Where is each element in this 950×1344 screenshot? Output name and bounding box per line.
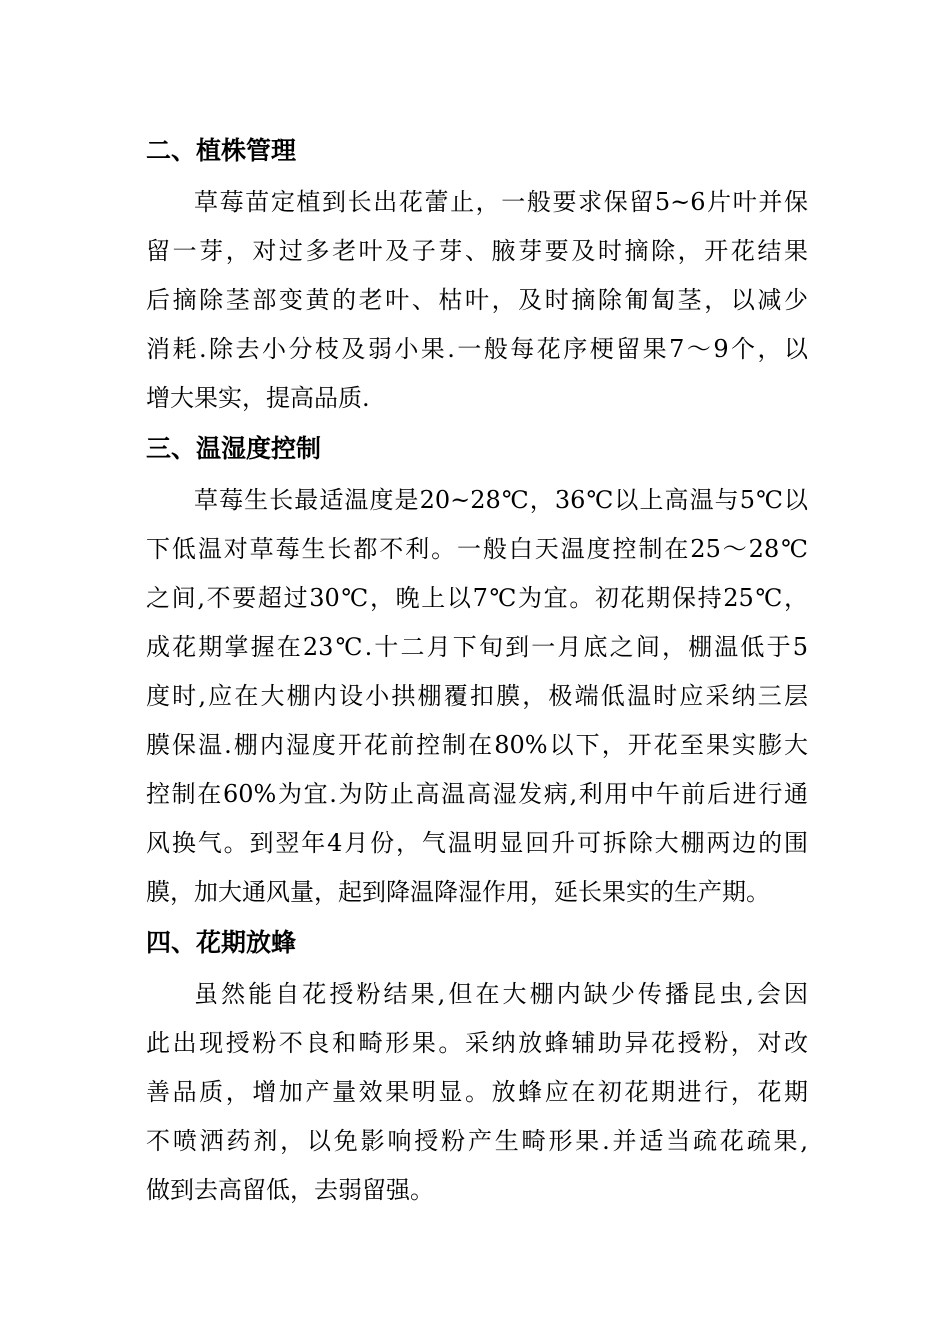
document-page bbox=[146, 128, 808, 1215]
paragraph-line: 控制在60%为宜.为防止高温高湿发病,利用中午前后进行通 bbox=[146, 780, 808, 808]
paragraph-line: 之间,不要超过30℃，晚上以7℃为宜。初花期保持25℃， bbox=[146, 584, 808, 612]
paragraph-line: 草莓生长最适温度是20~28℃，36℃以上高温与5℃以 bbox=[194, 486, 808, 514]
paragraph-line: 善品质，增加产量效果明显。放蜂应在初花期进行，花期 bbox=[146, 1078, 808, 1106]
paragraph-line: 下低温对草莓生长都不利。一般白天温度控制在25～28℃ bbox=[146, 535, 808, 563]
paragraph-line: 留一芽，对过多老叶及子芽、腋芽要及时摘除，开花结果 bbox=[146, 237, 808, 265]
section-bee-pollination bbox=[146, 920, 808, 1215]
section-paragraph bbox=[146, 476, 808, 917]
paragraph-line: 虽然能自花授粉结果,但在大棚内缺少传播昆虫,会因 bbox=[194, 980, 808, 1008]
paragraph-line: 此出现授粉不良和畸形果。采纳放蜂辅助异花授粉，对改 bbox=[146, 1029, 808, 1057]
paragraph-line: 做到去高留低，去弱留强。 bbox=[146, 1176, 434, 1204]
section-heading: 三、温湿度控制 bbox=[146, 434, 322, 463]
paragraph-line: 增大果实，提高品质. bbox=[146, 384, 370, 412]
section-plant-management bbox=[146, 128, 808, 423]
section-paragraph bbox=[146, 178, 808, 423]
paragraph-line: 膜保温.棚内湿度开花前控制在80%以下，开花至果实膨大 bbox=[146, 731, 808, 759]
section-temperature-humidity bbox=[146, 426, 808, 917]
paragraph-line: 风换气。到翌年4月份，气温明显回升可拆除大棚两边的围 bbox=[146, 829, 808, 857]
section-paragraph bbox=[146, 970, 808, 1215]
section-heading: 二、植株管理 bbox=[146, 136, 297, 165]
paragraph-line: 成花期掌握在23℃.十二月下旬到一月底之间，棚温低于5 bbox=[146, 633, 808, 661]
paragraph-line: 膜，加大通风量，起到降温降湿作用，延长果实的生产期。 bbox=[146, 878, 770, 906]
paragraph-line: 消耗.除去小分枝及弱小果.一般每花序梗留果7～9个，以 bbox=[146, 335, 808, 363]
paragraph-line: 草莓苗定植到长出花蕾止，一般要求保留5~6片叶并保 bbox=[194, 188, 808, 216]
paragraph-line: 度时,应在大棚内设小拱棚覆扣膜，极端低温时应采纳三层 bbox=[146, 682, 808, 710]
paragraph-line: 后摘除茎部变黄的老叶、枯叶，及时摘除匍匐茎，以减少 bbox=[146, 286, 808, 314]
section-heading: 四、花期放蜂 bbox=[146, 928, 297, 957]
paragraph-line: 不喷洒药剂，以免影响授粉产生畸形果.并适当疏花疏果, bbox=[146, 1127, 808, 1155]
